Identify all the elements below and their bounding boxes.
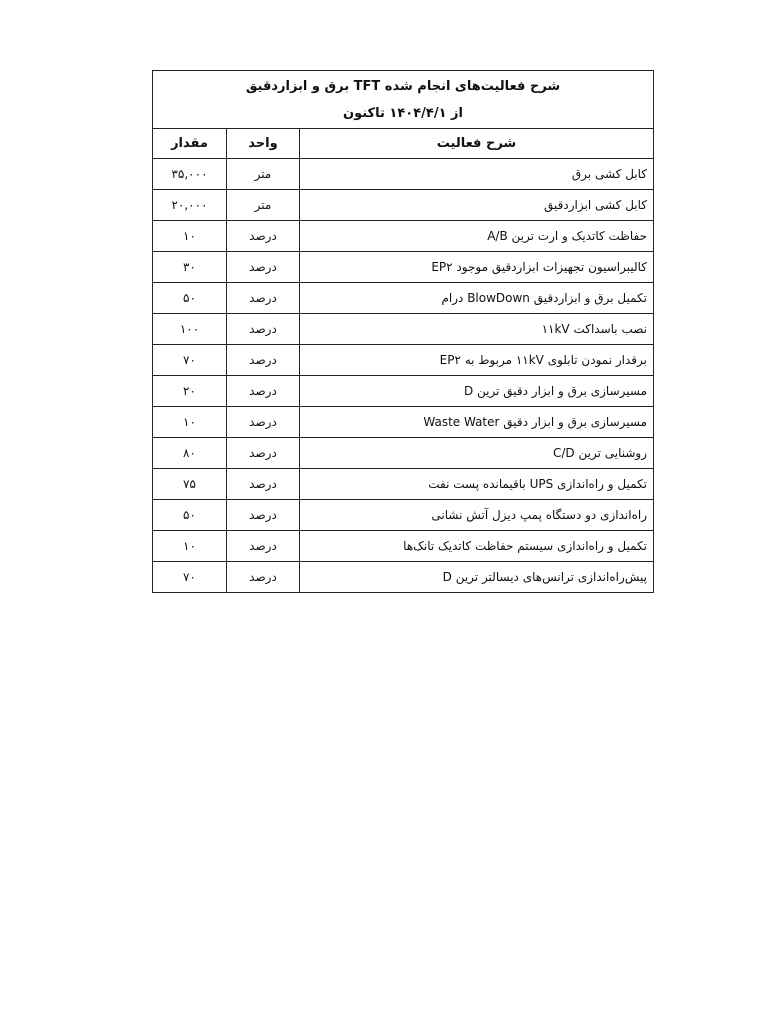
row-unit: درصد [227, 469, 300, 500]
row-description: تکمیل و راه‌اندازی سیستم حفاظت کاتدیک تانک‌ها [300, 531, 654, 562]
row-description: کالیبراسیون تجهیزات ابزاردقیق موجود EP۲ [300, 252, 654, 283]
row-quantity: ۸۰ [153, 438, 227, 469]
header-quantity: مقدار [153, 129, 227, 159]
row-quantity: ۷۰ [153, 562, 227, 593]
table-title-row [153, 71, 654, 129]
row-unit: درصد [227, 314, 300, 345]
row-description: کابل کشی برق [300, 159, 654, 190]
row-unit: درصد [227, 345, 300, 376]
row-unit: متر [227, 159, 300, 190]
header-unit: واحد [227, 129, 300, 159]
table-row [153, 283, 654, 314]
row-unit: درصد [227, 376, 300, 407]
row-quantity: ۵۰ [153, 500, 227, 531]
row-quantity: ۱۰ [153, 531, 227, 562]
row-quantity: ۳۰ [153, 252, 227, 283]
row-description: تکمیل برق و ابزاردقیق BlowDown درام [300, 283, 654, 314]
title-line-1: شرح فعالیت‌های انجام شده TFT برق و ابزاردقیق [245, 78, 561, 94]
table-row [153, 190, 654, 221]
row-unit: درصد [227, 562, 300, 593]
row-unit: درصد [227, 283, 300, 314]
table-row [153, 469, 654, 500]
row-unit: درصد [227, 531, 300, 562]
table-row [153, 221, 654, 252]
row-unit: درصد [227, 438, 300, 469]
title-line-2: از ۱۴۰۴/۴/۱ تاکنون [343, 105, 463, 121]
header-row [153, 129, 654, 159]
header-description: شرح فعالیت [300, 129, 654, 159]
row-description: مسیرسازی برق و ابزار دقیق Waste Water [300, 407, 654, 438]
row-unit: درصد [227, 221, 300, 252]
row-quantity: ۷۰ [153, 345, 227, 376]
table-row [153, 407, 654, 438]
table-row [153, 438, 654, 469]
row-quantity: ۵۰ [153, 283, 227, 314]
row-quantity: ۱۰ [153, 407, 227, 438]
table-row [153, 531, 654, 562]
row-description: مسیرسازی برق و ابزار دقیق ترین D [300, 376, 654, 407]
row-quantity: ۱۰۰ [153, 314, 227, 345]
table-row [153, 345, 654, 376]
table-row [153, 562, 654, 593]
row-unit: درصد [227, 500, 300, 531]
row-description: نصب باسداکت ۱۱kV [300, 314, 654, 345]
table-row [153, 500, 654, 531]
row-unit: درصد [227, 252, 300, 283]
row-description: روشنایی ترین C/D [300, 438, 654, 469]
table-title [153, 71, 654, 129]
row-quantity: ۲۰ [153, 376, 227, 407]
row-quantity: ۳۵,۰۰۰ [153, 159, 227, 190]
row-description: پیش‌راه‌اندازی ترانس‌های دیسالتر ترین D [300, 562, 654, 593]
row-description: راه‌اندازی دو دستگاه پمپ دیزل آتش نشانی [300, 500, 654, 531]
table-row [153, 159, 654, 190]
row-unit: متر [227, 190, 300, 221]
row-quantity: ۷۵ [153, 469, 227, 500]
row-description: برقدار نمودن تابلوی ۱۱kV مربوط به EP۲ [300, 345, 654, 376]
table-row [153, 376, 654, 407]
row-description: حفاظت کاتدیک و ارت ترین A/B [300, 221, 654, 252]
row-description: تکمیل و راه‌اندازی UPS باقیمانده پست نفت [300, 469, 654, 500]
row-description: کابل کشی ابزاردقیق [300, 190, 654, 221]
table-row [153, 252, 654, 283]
activity-table [152, 70, 654, 593]
row-quantity: ۲۰,۰۰۰ [153, 190, 227, 221]
row-unit: درصد [227, 407, 300, 438]
row-quantity: ۱۰ [153, 221, 227, 252]
table-row [153, 314, 654, 345]
